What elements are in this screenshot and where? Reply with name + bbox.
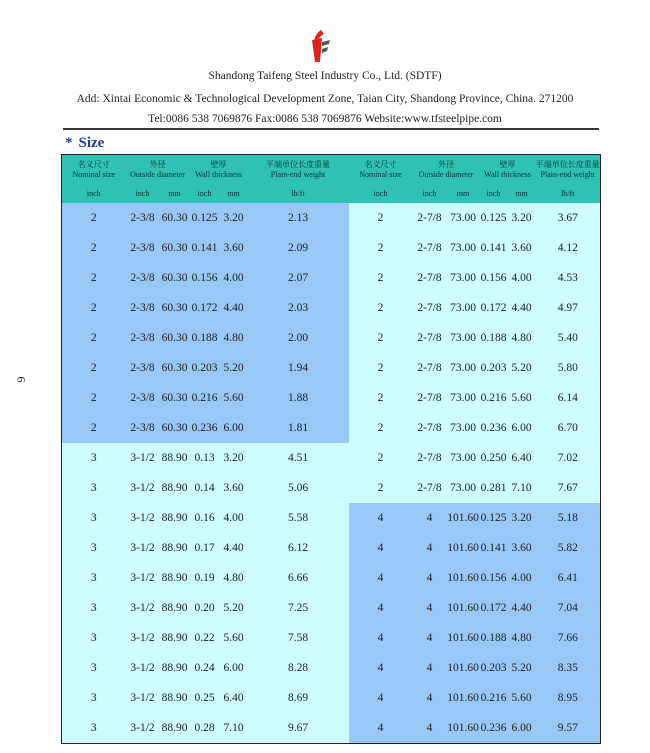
table-cell: 101.60	[447, 623, 480, 653]
table-cell: 9.57	[536, 713, 601, 744]
table-cell: 4.00	[220, 503, 248, 533]
table-cell: 101.60	[447, 593, 480, 623]
table-cell: 3	[62, 593, 126, 623]
table-cell: 9.67	[248, 713, 349, 744]
table-cell: 2-3/8	[126, 323, 160, 353]
table-cell: 2.09	[248, 233, 349, 263]
table-cell: 6.40	[220, 683, 248, 713]
table-cell: 101.60	[447, 653, 480, 683]
table-row	[62, 383, 601, 413]
table-row	[62, 293, 601, 323]
table-cell: 88.90	[160, 593, 190, 623]
table-cell: 0.125	[190, 203, 220, 233]
unit-header: inch	[190, 185, 220, 203]
table-cell: 5.60	[508, 383, 536, 413]
table-cell: 88.90	[160, 683, 190, 713]
table-cell: 7.02	[536, 443, 601, 473]
table-cell: 88.90	[160, 623, 190, 653]
table-cell: 2	[349, 203, 413, 233]
table-cell: 2-3/8	[126, 263, 160, 293]
table-cell: 88.90	[160, 653, 190, 683]
column-group-header	[349, 155, 413, 186]
table-cell: 0.281	[480, 473, 508, 503]
table-cell: 7.04	[536, 593, 601, 623]
table-cell: 4.00	[220, 263, 248, 293]
table-cell: 5.60	[220, 623, 248, 653]
table-cell: 0.28	[190, 713, 220, 744]
table-cell: 4	[413, 623, 447, 653]
table-cell: 3.60	[220, 233, 248, 263]
table-cell: 2-7/8	[413, 443, 447, 473]
table-row	[62, 563, 601, 593]
table-cell: 4	[413, 683, 447, 713]
table-cell: 0.236	[190, 413, 220, 443]
table-cell: 3.60	[508, 533, 536, 563]
table-cell: 7.66	[536, 623, 601, 653]
table-cell: 2	[62, 323, 126, 353]
table-cell: 3-1/2	[126, 623, 160, 653]
header-en-label: Nominal size	[72, 170, 115, 179]
table-cell: 0.216	[190, 383, 220, 413]
table-cell: 2	[62, 383, 126, 413]
table-cell: 0.156	[190, 263, 220, 293]
table-cell: 0.203	[190, 353, 220, 383]
header-cn-label: 平端单位长度重量	[535, 160, 600, 169]
table-cell: 3-1/2	[126, 593, 160, 623]
table-cell: 6.00	[220, 413, 248, 443]
table-cell: 0.156	[480, 263, 508, 293]
table-cell: 0.172	[480, 593, 508, 623]
table-cell: 3	[62, 533, 126, 563]
table-cell: 7.10	[220, 713, 248, 744]
table-cell: 0.203	[480, 653, 508, 683]
table-cell: 60.30	[160, 383, 190, 413]
table-cell: 4.40	[220, 293, 248, 323]
table-row	[62, 593, 601, 623]
table-cell: 60.30	[160, 323, 190, 353]
unit-header: mm	[160, 185, 190, 203]
table-cell: 2.07	[248, 263, 349, 293]
table-cell: 2	[62, 353, 126, 383]
table-cell: 5.20	[220, 353, 248, 383]
table-row	[62, 473, 601, 503]
table-row	[62, 203, 601, 233]
table-row	[62, 653, 601, 683]
table-cell: 4	[349, 653, 413, 683]
table-row	[62, 683, 601, 713]
header-cn-label: 壁厚	[210, 160, 227, 169]
table-cell: 4.80	[220, 323, 248, 353]
table-cell: 4.12	[536, 233, 601, 263]
column-group-header	[248, 155, 349, 186]
table-cell: 4.97	[536, 293, 601, 323]
table-cell: 7.25	[248, 593, 349, 623]
table-cell: 0.188	[480, 323, 508, 353]
table-cell: 0.14	[190, 473, 220, 503]
table-cell: 7.67	[536, 473, 601, 503]
table-row	[62, 323, 601, 353]
unit-header: inch	[62, 185, 126, 203]
table-cell: 7.10	[508, 473, 536, 503]
header-en-label: Wall thickness	[195, 170, 242, 179]
header-cn-label: 外径	[149, 160, 166, 169]
table-cell: 2	[62, 263, 126, 293]
unit-header: mm	[447, 185, 480, 203]
table-cell: 3	[62, 443, 126, 473]
table-cell: 2	[349, 323, 413, 353]
table-cell: 2	[349, 383, 413, 413]
table-cell: 2-7/8	[413, 293, 447, 323]
table-cell: 1.94	[248, 353, 349, 383]
table-cell: 2	[349, 443, 413, 473]
table-cell: 0.13	[190, 443, 220, 473]
table-cell: 4	[349, 713, 413, 744]
table-cell: 6.12	[248, 533, 349, 563]
table-row	[62, 503, 601, 533]
company-name: Shandong Taifeng Steel Industry Co., Ltd. (SDTF)	[208, 70, 442, 82]
table-cell: 73.00	[447, 233, 480, 263]
table-cell: 2.00	[248, 323, 349, 353]
table-row	[62, 233, 601, 263]
table-cell: 5.58	[248, 503, 349, 533]
table-cell: 0.141	[480, 233, 508, 263]
table-cell: 4	[413, 653, 447, 683]
table-cell: 73.00	[447, 203, 480, 233]
table-cell: 60.30	[160, 203, 190, 233]
table-cell: 2-7/8	[413, 413, 447, 443]
table-cell: 3.60	[508, 233, 536, 263]
table-cell: 2-3/8	[126, 203, 160, 233]
table-cell: 2-3/8	[126, 233, 160, 263]
column-group-header	[413, 155, 480, 186]
table-cell: 2-3/8	[126, 353, 160, 383]
company-contact: Tel:0086 538 7069876 Fax:0086 538 7069876 Website:www.tfsteelpipe.com	[148, 113, 502, 125]
table-cell: 2-7/8	[413, 203, 447, 233]
table-cell: 4	[349, 563, 413, 593]
table-cell: 2	[62, 233, 126, 263]
column-group-header	[62, 155, 126, 186]
table-cell: 0.25	[190, 683, 220, 713]
table-cell: 0.172	[480, 293, 508, 323]
table-cell: 101.60	[447, 503, 480, 533]
table-cell: 2	[62, 293, 126, 323]
table-cell: 0.216	[480, 383, 508, 413]
table-cell: 7.58	[248, 623, 349, 653]
table-cell: 60.30	[160, 353, 190, 383]
table-row	[62, 413, 601, 443]
table-cell: 3.60	[220, 473, 248, 503]
table-row	[62, 713, 601, 744]
table-cell: 88.90	[160, 443, 190, 473]
header-cn-label: 外径	[438, 160, 454, 169]
table-cell: 73.00	[447, 413, 480, 443]
table-cell: 88.90	[160, 713, 190, 744]
table-cell: 4.40	[508, 293, 536, 323]
header-cn-label: 平端单位长度重量	[266, 160, 330, 169]
table-cell: 2-7/8	[413, 383, 447, 413]
table-cell: 5.82	[536, 533, 601, 563]
table-cell: 5.20	[508, 353, 536, 383]
table-cell: 8.69	[248, 683, 349, 713]
table-cell: 101.60	[447, 533, 480, 563]
table-cell: 4.00	[508, 263, 536, 293]
table-cell: 8.35	[536, 653, 601, 683]
unit-header: inch	[349, 185, 413, 203]
table-cell: 0.216	[480, 683, 508, 713]
header-en-label: Plain-end weight	[540, 170, 595, 179]
table-row	[62, 353, 601, 383]
table-cell: 3-1/2	[126, 563, 160, 593]
table-cell: 2.13	[248, 203, 349, 233]
table-cell: 2-3/8	[126, 383, 160, 413]
table-cell: 60.30	[160, 263, 190, 293]
table-cell: 5.60	[220, 383, 248, 413]
table-cell: 6.70	[536, 413, 601, 443]
header-en-label: Wall thickness	[484, 170, 531, 179]
table-cell: 73.00	[447, 263, 480, 293]
table-cell: 0.22	[190, 623, 220, 653]
table-cell: 2-3/8	[126, 293, 160, 323]
table-cell: 3-1/2	[126, 713, 160, 744]
table-cell: 6.00	[508, 413, 536, 443]
table-cell: 2	[349, 233, 413, 263]
table-cell: 5.40	[536, 323, 601, 353]
table-cell: 6.66	[248, 563, 349, 593]
column-group-header	[480, 155, 536, 186]
table-cell: 4.00	[508, 563, 536, 593]
table-cell: 5.18	[536, 503, 601, 533]
table-cell: 5.60	[508, 683, 536, 713]
table-cell: 0.125	[480, 503, 508, 533]
unit-header: inch	[480, 185, 508, 203]
table-cell: 6.00	[508, 713, 536, 744]
table-cell: 0.188	[190, 323, 220, 353]
table-cell: 6.41	[536, 563, 601, 593]
table-cell: 3	[62, 623, 126, 653]
table-cell: 2	[62, 413, 126, 443]
table-cell: 2	[349, 473, 413, 503]
table-cell: 0.20	[190, 593, 220, 623]
table-cell: 60.30	[160, 233, 190, 263]
header-en-label: Outside diameter	[130, 170, 185, 179]
table-cell: 4.53	[536, 263, 601, 293]
table-cell: 2	[349, 353, 413, 383]
table-cell: 1.88	[248, 383, 349, 413]
table-cell: 5.06	[248, 473, 349, 503]
table-cell: 101.60	[447, 683, 480, 713]
table-cell: 0.125	[480, 203, 508, 233]
table-cell: 4.40	[220, 533, 248, 563]
company-address: Add: Xintai Economic & Technological Development Zone, Taian City, Shandong Province, China. 271200	[76, 93, 574, 105]
table-cell: 2-3/8	[126, 413, 160, 443]
section-title	[65, 135, 104, 152]
table-cell: 8.95	[536, 683, 601, 713]
table-cell: 3	[62, 713, 126, 744]
table-cell: 4.51	[248, 443, 349, 473]
table-cell: 88.90	[160, 533, 190, 563]
table-cell: 4	[349, 683, 413, 713]
table-cell: 5.20	[508, 653, 536, 683]
table-cell: 4.80	[508, 323, 536, 353]
table-cell: 4	[413, 593, 447, 623]
table-cell: 6.40	[508, 443, 536, 473]
unit-header: mm	[220, 185, 248, 203]
table-cell: 0.172	[190, 293, 220, 323]
table-row	[62, 263, 601, 293]
asterisk-icon: *	[65, 135, 73, 151]
table-cell: 3.20	[220, 443, 248, 473]
column-group-header	[536, 155, 601, 186]
table-cell: 2.03	[248, 293, 349, 323]
table-cell: 3-1/2	[126, 473, 160, 503]
section-title-text: Size	[78, 135, 105, 151]
table-cell: 4	[349, 593, 413, 623]
table-cell: 88.90	[160, 563, 190, 593]
table-row	[62, 623, 601, 653]
header-cn-label: 名义尺寸	[364, 160, 397, 169]
table-cell: 4.40	[508, 593, 536, 623]
table-cell: 2	[349, 413, 413, 443]
table-cell: 73.00	[447, 473, 480, 503]
table-cell: 6.14	[536, 383, 601, 413]
table-cell: 4	[413, 713, 447, 744]
table-cell: 4	[413, 533, 447, 563]
table-cell: 60.30	[160, 293, 190, 323]
table-cell: 0.156	[480, 563, 508, 593]
table-cell: 3.67	[536, 203, 601, 233]
column-group-header	[190, 155, 248, 186]
table-cell: 4	[413, 563, 447, 593]
table-cell: 3.20	[508, 503, 536, 533]
table-cell: 60.30	[160, 413, 190, 443]
table-cell: 0.16	[190, 503, 220, 533]
company-logo-icon	[308, 28, 332, 64]
table-cell: 3.20	[508, 203, 536, 233]
table-row	[62, 443, 601, 473]
unit-header: inch	[413, 185, 447, 203]
table-cell: 3	[62, 503, 126, 533]
table-cell: 0.250	[480, 443, 508, 473]
table-cell: 88.90	[160, 503, 190, 533]
table-cell: 0.19	[190, 563, 220, 593]
table-cell: 4.80	[508, 623, 536, 653]
table-cell: 3	[62, 473, 126, 503]
table-cell: 4	[349, 623, 413, 653]
table-cell: 4	[413, 503, 447, 533]
table-cell: 88.90	[160, 473, 190, 503]
table-cell: 2	[62, 203, 126, 233]
table-cell: 3-1/2	[126, 443, 160, 473]
table-cell: 2-7/8	[413, 323, 447, 353]
unit-header: lb/ft	[248, 185, 349, 203]
table-cell: 0.17	[190, 533, 220, 563]
header-cn-label: 壁厚	[499, 160, 516, 169]
table-cell: 3.20	[220, 203, 248, 233]
table-cell: 1.81	[248, 413, 349, 443]
table-cell: 73.00	[447, 383, 480, 413]
unit-header: lb/ft	[536, 185, 601, 203]
header-en-label: Outside diameter	[418, 170, 474, 179]
table-cell: 3	[62, 683, 126, 713]
table-cell: 5.80	[536, 353, 601, 383]
table-cell: 0.203	[480, 353, 508, 383]
page-number: 6	[14, 376, 29, 383]
table-cell: 3-1/2	[126, 683, 160, 713]
table-cell: 101.60	[447, 713, 480, 744]
table-cell: 0.141	[480, 533, 508, 563]
table-cell: 3-1/2	[126, 653, 160, 683]
table-cell: 5.20	[220, 593, 248, 623]
table-cell: 2	[349, 263, 413, 293]
table-cell: 73.00	[447, 443, 480, 473]
table-cell: 2-7/8	[413, 263, 447, 293]
table-cell: 0.188	[480, 623, 508, 653]
table-cell: 0.236	[480, 413, 508, 443]
header-en-label: Nominal size	[359, 170, 402, 179]
table-cell: 4	[349, 503, 413, 533]
header-cn-label: 名义尺寸	[77, 160, 110, 169]
table-cell: 0.141	[190, 233, 220, 263]
table-cell: 0.24	[190, 653, 220, 683]
header-divider	[63, 128, 599, 130]
unit-header: inch	[126, 185, 160, 203]
table-row	[62, 533, 601, 563]
header-en-label: Plain-end weight	[270, 170, 326, 179]
table-cell: 0.236	[480, 713, 508, 744]
table-cell: 8.28	[248, 653, 349, 683]
table-cell: 73.00	[447, 323, 480, 353]
column-group-header	[126, 155, 190, 186]
table-cell: 2-7/8	[413, 233, 447, 263]
table-cell: 3-1/2	[126, 533, 160, 563]
table-cell: 2	[349, 293, 413, 323]
size-table	[61, 154, 601, 744]
table-cell: 3-1/2	[126, 503, 160, 533]
table-cell: 4	[349, 533, 413, 563]
table-cell: 101.60	[447, 563, 480, 593]
table-cell: 3	[62, 653, 126, 683]
table-cell: 6.00	[220, 653, 248, 683]
table-cell: 2-7/8	[413, 473, 447, 503]
table-cell: 2-7/8	[413, 353, 447, 383]
table-cell: 73.00	[447, 293, 480, 323]
table-cell: 73.00	[447, 353, 480, 383]
unit-header: mm	[508, 185, 536, 203]
table-cell: 3	[62, 563, 126, 593]
table-cell: 4.80	[220, 563, 248, 593]
